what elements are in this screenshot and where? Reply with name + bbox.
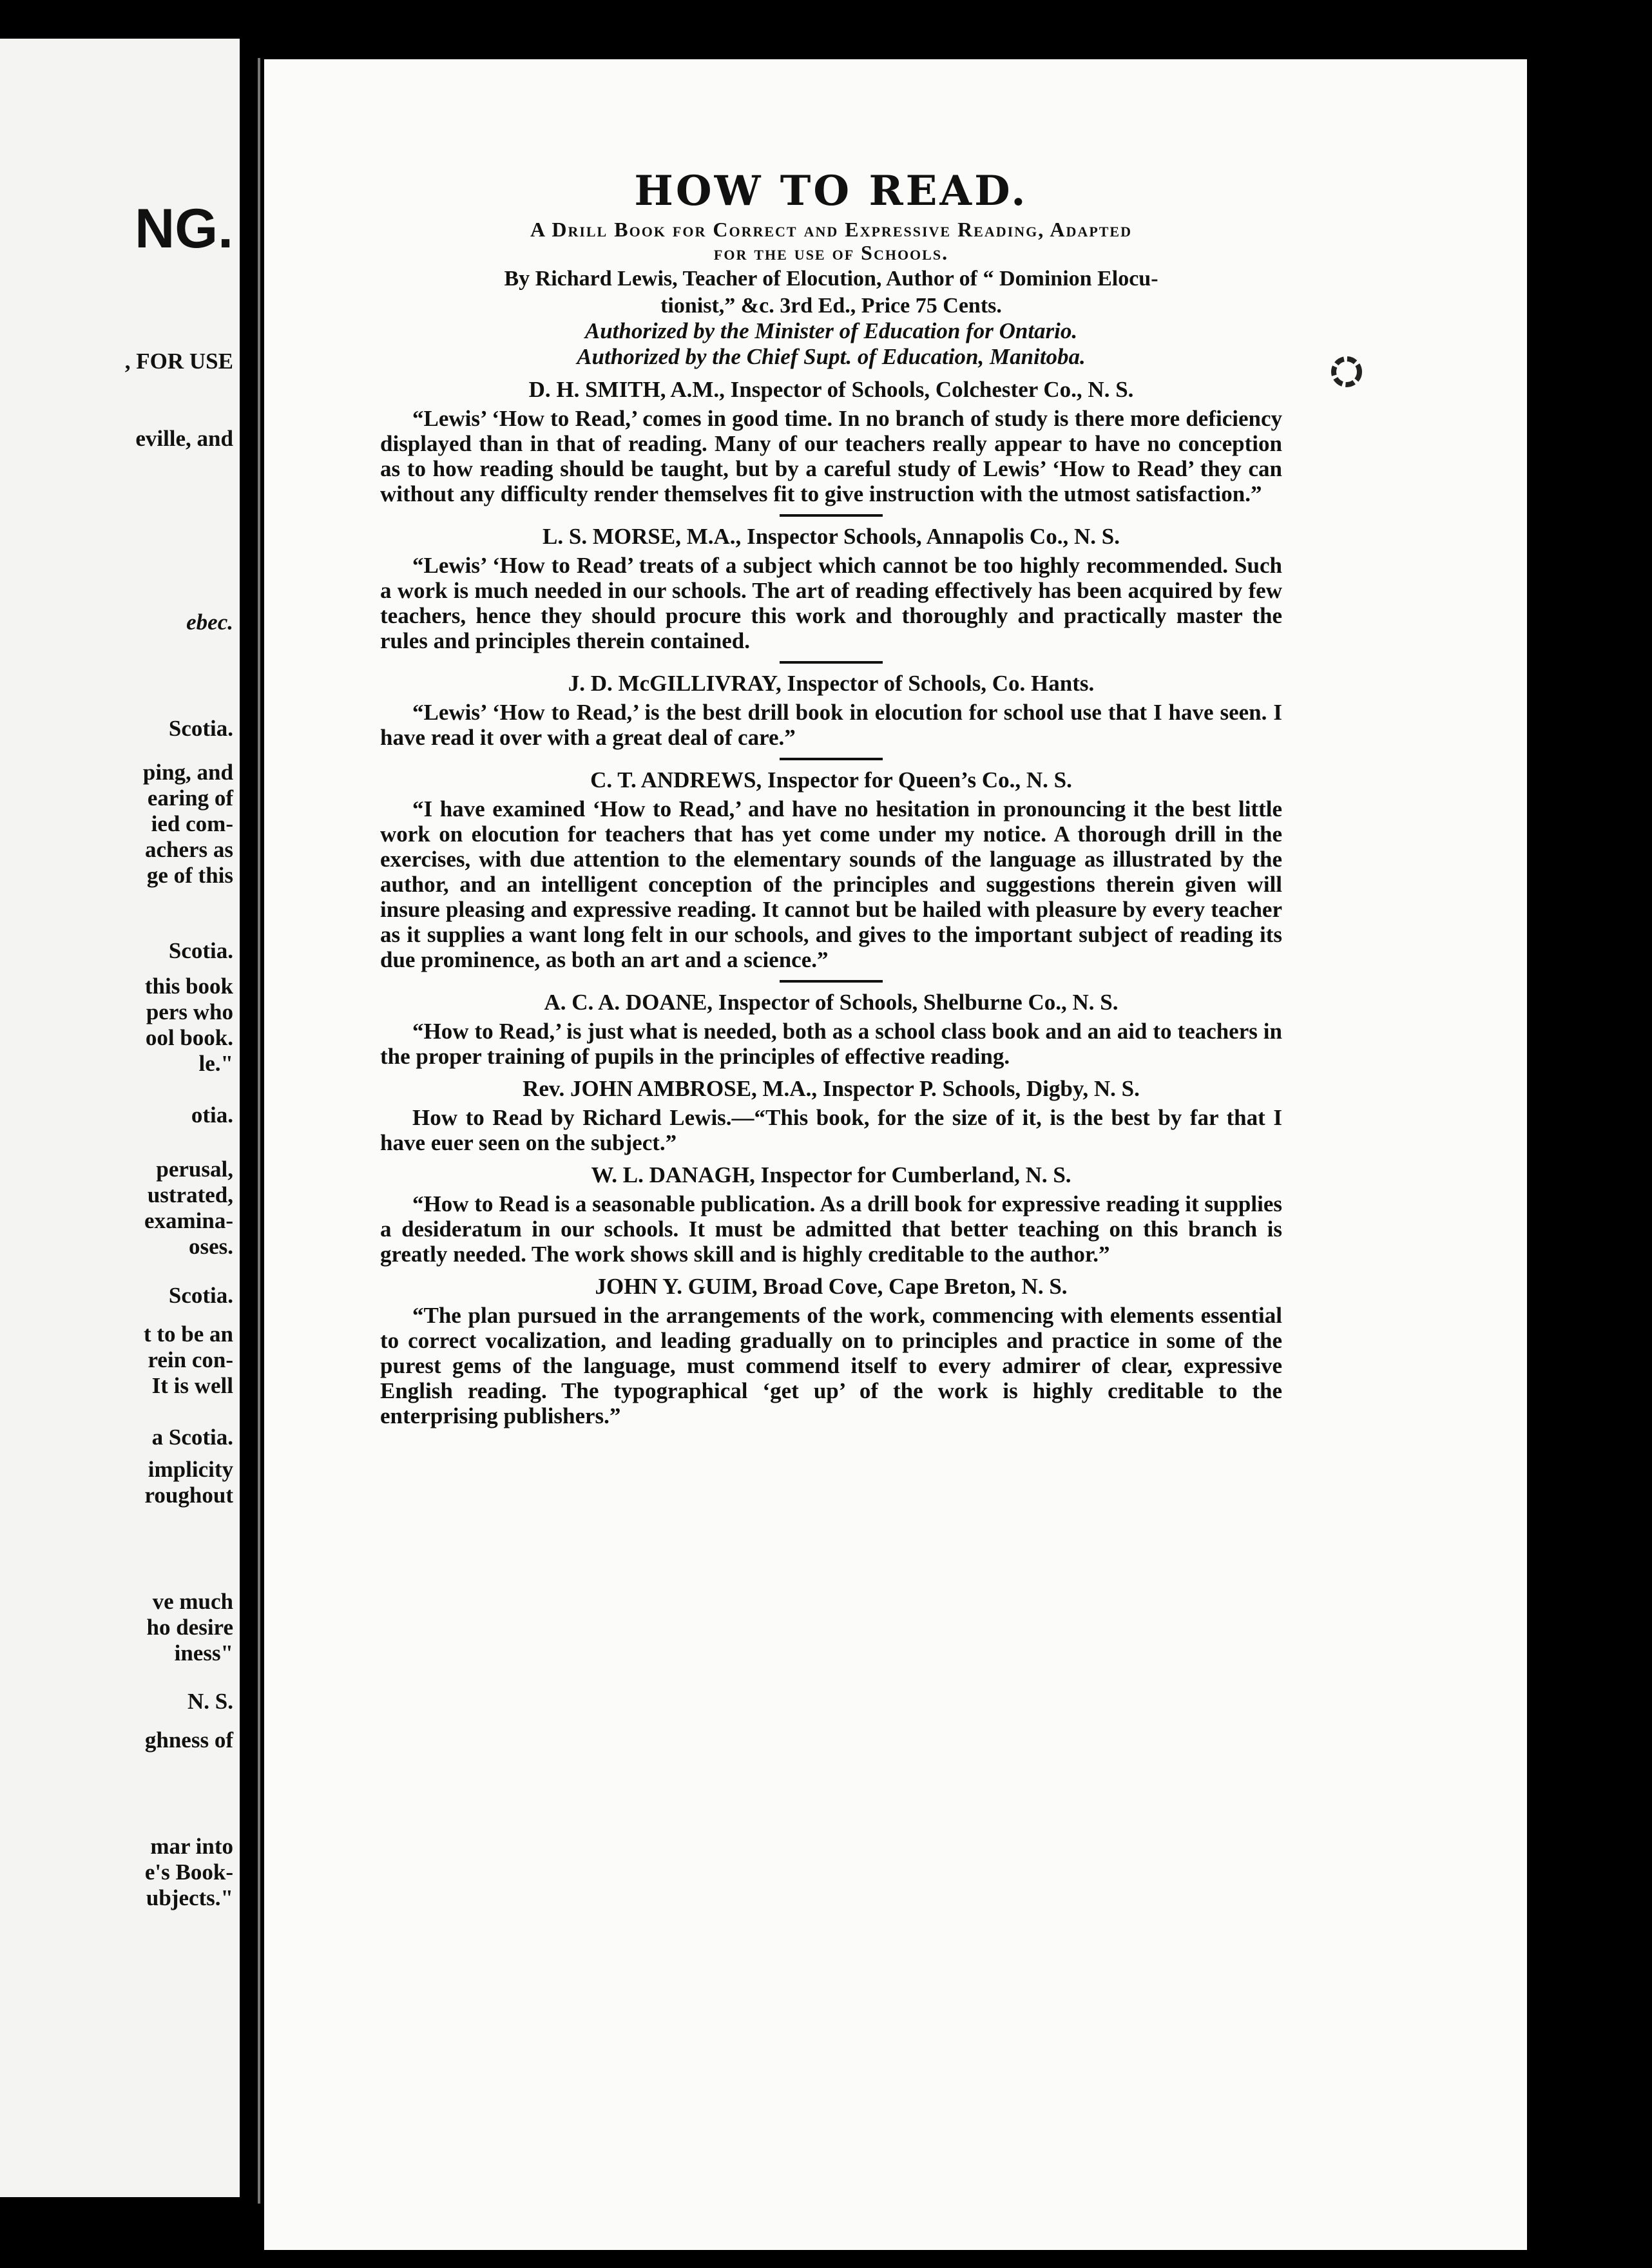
- testimonial-block: [380, 767, 1282, 983]
- testimonial-block: [380, 989, 1282, 1069]
- left-page-text-fragment: roughout: [144, 1483, 233, 1508]
- left-page-text-fragment: earing of: [147, 785, 233, 811]
- left-page-text-fragment: this book: [144, 974, 233, 999]
- left-page-text-fragment: t to be an: [143, 1321, 233, 1347]
- authorized-line-2: Authorized by the Chief Supt. of Education, Manitoba.: [577, 344, 1086, 369]
- left-page-text-fragment: ied com-: [151, 811, 233, 836]
- left-page-text-fragment: le.": [198, 1051, 233, 1076]
- left-page-text-fragment: e's Book-: [144, 1860, 233, 1885]
- page-content: [380, 169, 1282, 1428]
- left-page-text-fragment: ubjects.": [146, 1885, 233, 1910]
- ink-stamp-icon: [1327, 352, 1366, 391]
- testimonial-quote: “Lewis’ ‘How to Read’ treats of a subject which cannot be too highly recommended. Such a work is much needed in our schools. The art of reading effectively has been acquired by few teachers, hence they should procure this work and thoroughly and practically master the rules and principles therein contained.: [380, 553, 1282, 653]
- left-page-text-fragment: Scotia.: [168, 938, 233, 963]
- left-page-text-fragment: rein con-: [148, 1347, 233, 1372]
- left-page-text-fragment: implicity: [148, 1457, 233, 1482]
- testimonial-heading: A. C. A. DOANE, Inspector of Schools, Shelburne Co., N. S.: [544, 990, 1119, 1015]
- testimonial-block: [380, 670, 1282, 760]
- testimonial-block: [380, 1075, 1282, 1155]
- testimonial-quote: “Lewis’ ‘How to Read,’ is the best drill book in elocution for school use that I have seen. I have read it over with a great deal of care.”: [380, 700, 1282, 750]
- testimonial-heading: L. S. MORSE, M.A., Inspector Schools, Annapolis Co., N. S.: [543, 524, 1120, 549]
- testimonial-block: [380, 1162, 1282, 1267]
- subtitle-line-1: A Drill Book for Correct and Expressive Reading, Adapted: [530, 218, 1132, 241]
- testimonials-list: [380, 376, 1282, 1428]
- testimonial-quote: How to Read by Richard Lewis.—“This book, for the size of it, is the best by far that I have euer seen on the subject.”: [380, 1105, 1282, 1155]
- left-page-text-fragment: ool book.: [145, 1025, 233, 1050]
- left-page-text-fragment: oses.: [188, 1234, 233, 1259]
- left-page-text-fragment: Scotia.: [168, 716, 233, 741]
- testimonial-block: [380, 376, 1282, 517]
- page-gutter: [258, 58, 260, 2204]
- left-page-text-fragment: Scotia.: [168, 1283, 233, 1308]
- left-page-text-fragment: otia.: [191, 1102, 233, 1128]
- testimonial-quote: “I have examined ‘How to Read,’ and have no hesitation in pronouncing it the best little work on elocution for teachers that has yet come under my notice. A thorough drill in the exercises, with due attention to the elementary sounds of the language as illustrated by the author, and an intelligent conception of the principles and suggestions therein given will insure pleasing and expressive reading. It cannot but be hailed with pleasure by every teacher as it supplies a want long felt in our schools, and gives to the important subject of reading its due prominence, as both an art and a science.”: [380, 796, 1282, 972]
- left-page-text-fragment: pers who: [146, 999, 233, 1024]
- left-page-text-fragment: It is well: [151, 1373, 233, 1398]
- testimonial-heading: C. T. ANDREWS, Inspector for Queen’s Co., N. S.: [590, 767, 1072, 793]
- authorized-line-1: Authorized by the Minister of Education for Ontario.: [584, 318, 1078, 343]
- left-facing-page: [0, 39, 240, 2197]
- page-title: HOW TO READ.: [634, 167, 1028, 215]
- section-divider: [780, 661, 883, 664]
- testimonial-heading: JOHN Y. GUIM, Broad Cove, Cape Breton, N. S.: [595, 1274, 1068, 1299]
- left-page-text-fragment: N. S.: [187, 1689, 233, 1714]
- byline-line-1: By Richard Lewis, Teacher of Elocution, Author of “ Dominion Elocu-: [504, 267, 1158, 291]
- left-page-text-fragment: mar into: [150, 1834, 233, 1859]
- left-page-text-fragment: NG.: [135, 198, 233, 260]
- testimonial-quote: “How to Read,’ is just what is needed, both as a school class book and an aid to teachers in the proper training of pupils in the principles of effective reading.: [380, 1019, 1282, 1069]
- testimonial-quote: “The plan pursued in the arrangements of the work, commencing with elements essential to correct vocalization, and leading gradually on to principles and practice in some of the purest gems of the language, must commend itself to every admirer of clear, expressive English reading. The typographical ‘get up’ of the work is highly creditable to the enterprising publishers.”: [380, 1303, 1282, 1428]
- testimonial-block: [380, 1273, 1282, 1428]
- right-page: [264, 59, 1527, 2250]
- left-page-text-fragment: achers as: [144, 837, 233, 862]
- byline-line-2: tionist,” &c. 3rd Ed., Price 75 Cents.: [660, 294, 1002, 318]
- left-page-text-fragment: eville, and: [135, 426, 233, 451]
- testimonial-heading: W. L. DANAGH, Inspector for Cumberland, N. S.: [591, 1162, 1071, 1187]
- testimonial-quote: “How to Read is a seasonable publication. As a drill book for expressive reading it supplies a desideratum in our schools. It must be admitted that better teaching on this branch is greatly needed. The work shows skill and is highly creditable to the author.”: [380, 1191, 1282, 1267]
- left-page-text-fragment: a Scotia.: [151, 1425, 233, 1450]
- left-page-text-fragment: perusal,: [156, 1157, 233, 1182]
- left-page-text-fragment: ge of this: [146, 863, 233, 888]
- left-page-text-fragment: examina-: [144, 1208, 233, 1233]
- left-page-text-fragment: ustrated,: [147, 1182, 233, 1207]
- left-page-text-fragment: ve much: [152, 1589, 233, 1614]
- subtitle-line-2: for the use of Schools.: [713, 241, 949, 264]
- testimonial-quote: “Lewis’ ‘How to Read,’ comes in good time. In no branch of study is there more deficiency displayed than in that of reading. Many of our teachers really appear to have no conception as to how reading should be taught, but by a careful study of Lewis’ ‘How to Read’ they can without any difficulty render themselves fit to give instruction with the utmost satisfaction.”: [380, 406, 1282, 506]
- testimonial-heading: D. H. SMITH, A.M., Inspector of Schools, Colchester Co., N. S.: [528, 377, 1134, 402]
- testimonial-block: [380, 523, 1282, 664]
- left-page-text-fragment: ghness of: [144, 1727, 233, 1753]
- section-divider: [780, 980, 883, 983]
- left-page-text-fragment: ho desire: [146, 1615, 233, 1640]
- left-page-text-fragment: ping, and: [142, 760, 233, 785]
- section-divider: [780, 514, 883, 517]
- section-divider: [780, 758, 883, 760]
- left-page-text-fragment: iness": [174, 1640, 233, 1666]
- testimonial-heading: Rev. JOHN AMBROSE, M.A., Inspector P. Schools, Digby, N. S.: [523, 1076, 1140, 1101]
- testimonial-heading: J. D. McGILLIVRAY, Inspector of Schools, Co. Hants.: [568, 671, 1095, 696]
- left-page-text-fragment: ebec.: [186, 610, 233, 635]
- left-page-text-fragment: , FOR USE: [124, 349, 233, 374]
